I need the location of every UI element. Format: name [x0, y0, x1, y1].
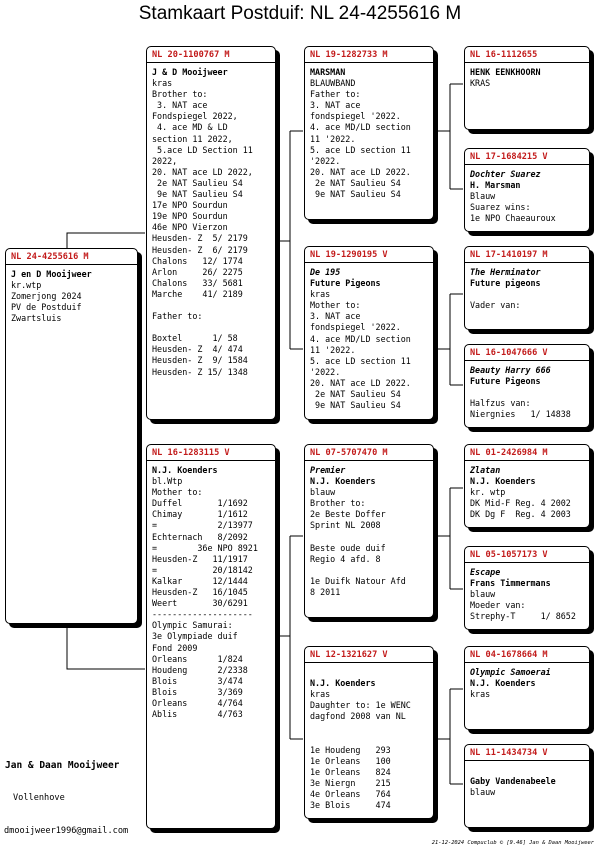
pigeon-card-mother-father: [304, 444, 434, 618]
card-line: Daughter to: 1e WENC: [310, 700, 411, 711]
card-line: 46e NPO Vierzon: [152, 222, 228, 233]
card-line: Heusden- Z 4/ 474: [152, 344, 243, 355]
card-line: 1e Orleans 824: [310, 766, 391, 777]
card-line: De 195: [310, 267, 341, 277]
card-line: H. Marsman: [470, 180, 521, 191]
card-line: J & D Mooijweer: [152, 67, 228, 77]
card-line: 3e Niergn 215: [310, 777, 391, 788]
connector-fm: [434, 294, 463, 385]
ring-number: NL 19-1290195 V: [310, 250, 388, 260]
card-line: KRAS: [470, 78, 491, 89]
card-line: blauw: [470, 787, 496, 798]
card-line: Gaby Vandenabeele: [470, 776, 556, 787]
card-line: = 20/18142: [152, 564, 253, 575]
card-line: Strephy-T 1/ 8652: [470, 611, 576, 622]
card-line: Niergnies 1/ 14838: [470, 409, 571, 420]
card-line: Olympic Samurai:: [152, 620, 233, 631]
ring-number: NL 19-1282733 M: [310, 50, 388, 60]
ring-number: NL 04-1678664 M: [470, 650, 548, 660]
card-line: Heusden- Z 5/ 2179: [152, 233, 248, 244]
card-line: Chalons 12/ 1774: [152, 255, 243, 266]
card-line: 3. NAT ace: [152, 100, 208, 111]
card-line: 1e Houdeng 293: [310, 744, 391, 755]
page-title: Stamkaart Postduif: NL 24-4255616 M: [138, 3, 462, 24]
connector-mm: [434, 689, 463, 784]
card-divider: [305, 262, 433, 263]
ring-number: NL 12-1321627 V: [310, 650, 388, 660]
card-line: Arlon 26/ 2275: [152, 266, 243, 277]
card-line: Future pigeons: [470, 278, 541, 289]
card-line: Beste oude duif: [310, 542, 386, 553]
card-divider: [465, 262, 589, 263]
pigeon-card-mother: [146, 444, 276, 829]
card-line: 11 '2022.: [310, 344, 356, 355]
card-line: fondspiegel '2022.: [310, 111, 401, 122]
connector-mother: [276, 536, 303, 739]
card-line: 2e NAT Saulieu S4: [310, 389, 401, 400]
card-line: Vader van:: [470, 300, 521, 311]
card-line: BLAUWBAND: [310, 78, 356, 89]
card-line: Father to:: [310, 89, 361, 100]
card-line: Boxtel 1/ 58: [152, 333, 238, 344]
card-line: Frans Timmermans: [470, 578, 551, 589]
pigeon-card-father: [146, 46, 276, 420]
card-line: 20. NAT ace LD 2022.: [310, 377, 411, 388]
card-line: Brother to:: [152, 89, 208, 100]
card-line: Beauty Harry 666: [470, 365, 551, 375]
card-line: kras: [470, 689, 491, 700]
card-line: 2e NAT Saulieu S4: [152, 177, 243, 188]
card-line: 20. NAT ace LD 2022.: [310, 166, 411, 177]
card-line: 5. ace LD section 11: [310, 355, 411, 366]
card-line: 2022,: [152, 155, 178, 166]
card-line: Weert 30/6291: [152, 598, 248, 609]
card-line: Heusden- Z 9/ 1584: [152, 355, 248, 366]
connector-father: [276, 131, 303, 349]
pigeon-card-fff: [464, 46, 590, 130]
pigeon-card-father-mother: [304, 246, 434, 420]
ring-number: NL 11-1434734 V: [470, 748, 548, 758]
pigeon-card-ffm: [464, 148, 590, 232]
card-line: kras: [310, 689, 331, 700]
card-line: Heusden-Z 16/1045: [152, 587, 248, 598]
card-line: [152, 322, 271, 333]
card-line: Marche 41/ 2189: [152, 288, 243, 299]
card-line: 1e NPO Chaeauroux: [470, 213, 556, 224]
card-line: fondspiegel '2022.: [310, 322, 401, 333]
card-line: Dochter Suarez: [470, 169, 541, 179]
ring-number: NL 01-2426984 M: [470, 448, 548, 458]
card-line: N.J. Koenders: [470, 476, 536, 487]
card-line: bl.Wtp: [152, 476, 183, 487]
card-divider: [147, 62, 275, 63]
card-line: Orleans 1/824: [152, 653, 243, 664]
card-divider: [465, 460, 589, 461]
card-line: Chimay 1/1612: [152, 509, 248, 520]
card-divider: [465, 760, 589, 761]
card-line: Father to:: [152, 311, 203, 322]
card-line: 4. ace MD/LD section: [310, 122, 411, 133]
card-line: '2022.: [310, 155, 341, 166]
card-line: 9e NAT Saulieu S4: [152, 189, 243, 200]
card-line: kras: [152, 78, 173, 89]
card-line: Blauw: [470, 191, 496, 202]
card-line: 4. ace MD/LD section: [310, 333, 411, 344]
card-line: MARSMAN: [310, 67, 346, 77]
ring-number: NL 16-1112655: [470, 50, 538, 60]
card-line: Ablis 4/763: [152, 709, 243, 720]
ring-number: NL 20-1100767 M: [152, 50, 230, 60]
card-line: kr.wtp: [11, 280, 42, 291]
ring-number: NL 17-1410197 M: [470, 250, 548, 260]
card-line: Chalons 33/ 5681: [152, 277, 243, 288]
card-line: 2e NAT Saulieu S4: [310, 177, 401, 188]
card-line: blauw: [310, 487, 336, 498]
card-line: [310, 667, 429, 678]
card-line: 1e Orleans 100: [310, 755, 391, 766]
card-line: 3. NAT ace: [310, 311, 361, 322]
card-line: Regio 4 afd. 8: [310, 553, 381, 564]
card-line: The Herminator: [470, 267, 541, 277]
card-line: [470, 387, 585, 398]
footer-credit: 21-12-2024 Compuclub © [9.46] Jan & Daan Mooijweer: [431, 840, 594, 846]
card-line: 3e Olympiade duif: [152, 631, 238, 642]
connector-ff: [434, 84, 463, 189]
pigeon-card-mff: [464, 444, 590, 528]
card-line: kras: [310, 289, 331, 300]
card-line: [310, 565, 429, 576]
card-line: Future Pigeons: [470, 376, 541, 387]
card-line: dagfond 2008 van NL: [310, 711, 406, 722]
card-line: 5. ace LD section 11: [310, 144, 411, 155]
card-line: 3. NAT ace: [310, 100, 361, 111]
card-divider: [465, 662, 589, 663]
pigeon-card-fmf: [464, 246, 590, 330]
card-line: kr. wtp: [470, 487, 506, 498]
card-line: Mother to:: [310, 300, 361, 311]
card-line: Kalkar 12/1444: [152, 575, 248, 586]
card-line: PV de Postduif: [11, 302, 82, 313]
ring-number: NL 24-4255616 M: [11, 252, 89, 262]
card-divider: [465, 360, 589, 361]
card-line: 4e Orleans 764: [310, 789, 391, 800]
card-line: Zomerjong 2024: [11, 291, 82, 302]
card-line: 17e NPO Sourdun: [152, 200, 228, 211]
card-line: DK Dg F Reg. 4 2003: [470, 509, 571, 520]
card-line: Brother to:: [310, 498, 366, 509]
card-line: 1e Duifk Natour Afd: [310, 575, 406, 586]
pigeon-card-subject: [5, 248, 138, 624]
card-line: Mother to:: [152, 487, 203, 498]
card-line: 5.ace LD Section 11: [152, 144, 253, 155]
card-line: blauw: [470, 589, 496, 600]
card-line: Zwartsluis: [11, 313, 62, 324]
card-line: N.J. Koenders: [310, 678, 376, 689]
pigeon-card-father-father: [304, 46, 434, 220]
card-line: = 36e NPO 8921: [152, 542, 258, 553]
ring-number: NL 17-1684215 V: [470, 152, 548, 162]
owner-name: Jan & Daan Mooijweer: [5, 760, 120, 771]
card-line: [310, 734, 429, 745]
card-line: N.J. Koenders: [470, 678, 536, 689]
card-line: Olympic Samoerai: [470, 667, 551, 677]
card-divider: [305, 662, 433, 663]
card-line: [470, 289, 585, 300]
card-line: Fondspiegel 2022,: [152, 111, 238, 122]
ring-number: NL 05-1057173 V: [470, 550, 548, 560]
card-line: 20. NAT ace LD 2022,: [152, 166, 253, 177]
card-line: 2e Beste Doffer: [310, 509, 386, 520]
card-line: 9e NAT Saulieu S4: [310, 189, 401, 200]
pigeon-card-mfm: [464, 546, 590, 630]
card-line: Heusden- Z 15/ 1348: [152, 366, 248, 377]
card-line: = 2/13977: [152, 520, 253, 531]
card-line: section 11 2022,: [152, 133, 233, 144]
card-divider: [305, 460, 433, 461]
card-divider: [147, 460, 275, 461]
card-line: Halfzus van:: [470, 398, 531, 409]
card-line: Future Pigeons: [310, 278, 381, 289]
card-line: '2022.: [310, 366, 341, 377]
card-line: Premier: [310, 465, 346, 475]
card-line: Heusden-Z 11/1917: [152, 553, 248, 564]
pigeon-card-fmm: [464, 344, 590, 428]
card-line: Duffel 1/1692: [152, 498, 248, 509]
card-line: 4. ace MD & LD: [152, 122, 228, 133]
card-line: Heusden- Z 6/ 2179: [152, 244, 248, 255]
card-line: Blois 3/369: [152, 686, 243, 697]
card-line: Orleans 4/764: [152, 697, 243, 708]
card-line: N.J. Koenders: [310, 476, 376, 487]
card-divider: [465, 164, 589, 165]
card-divider: [305, 62, 433, 63]
card-divider: [6, 264, 137, 265]
ring-number: NL 07-5707470 M: [310, 448, 388, 458]
pigeon-card-mmm: [464, 744, 590, 828]
card-line: 3e Blois 474: [310, 800, 391, 811]
card-line: 9e NAT Saulieu S4: [310, 400, 401, 411]
card-line: [470, 765, 585, 776]
card-line: [310, 532, 429, 543]
connector-mf: [434, 488, 463, 589]
card-divider: [465, 562, 589, 563]
card-line: DK Mid-F Reg. 4 2002: [470, 498, 571, 509]
card-line: Echternach 8/2092: [152, 531, 248, 542]
owner-email: dmooijweer1996@gmail.com: [4, 826, 129, 836]
card-divider: [465, 62, 589, 63]
card-line: 19e NPO Sourdun: [152, 211, 228, 222]
card-line: HENK EENKHOORN: [470, 67, 541, 77]
ring-number: NL 16-1047666 V: [470, 348, 548, 358]
card-line: --------------------: [152, 609, 253, 620]
pigeon-card-mother-mother: [304, 646, 434, 819]
card-line: Suarez wins:: [470, 202, 531, 213]
card-line: Blois 3/474: [152, 675, 243, 686]
card-line: N.J. Koenders: [152, 465, 218, 475]
card-line: Moeder van:: [470, 600, 526, 611]
card-line: [310, 722, 429, 733]
card-line: 8 2011: [310, 587, 341, 598]
card-line: Escape: [470, 567, 501, 577]
card-line: J en D Mooijweer: [11, 269, 92, 279]
pigeon-card-mmf: [464, 646, 590, 730]
card-line: Sprint NL 2008: [310, 520, 381, 531]
card-line: Zlatan: [470, 465, 501, 475]
card-line: Fond 2009: [152, 642, 198, 653]
card-line: 11 '2022.: [310, 133, 356, 144]
owner-town: Vollenhove: [13, 793, 65, 803]
card-line: Houdeng 2/2338: [152, 664, 248, 675]
ring-number: NL 16-1283115 V: [152, 448, 230, 458]
card-line: [152, 300, 271, 311]
